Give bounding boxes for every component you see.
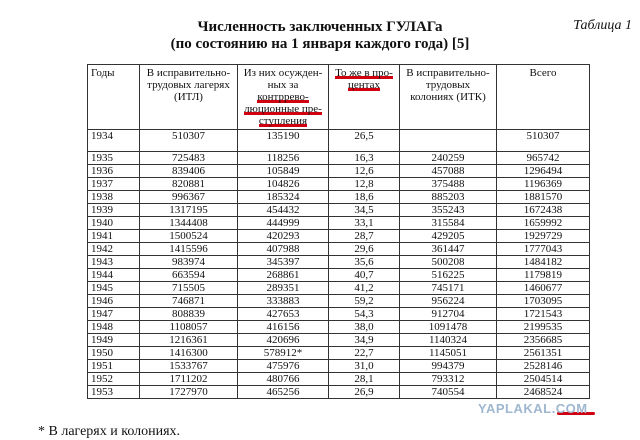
table-cell: 1296494 bbox=[497, 165, 590, 178]
header-row bbox=[88, 65, 590, 130]
table-cell: 1937 bbox=[88, 178, 140, 191]
table-cell: 1721543 bbox=[497, 308, 590, 321]
table-cell: 1938 bbox=[88, 191, 140, 204]
table-cell: 135190 bbox=[238, 130, 329, 152]
table-cell: 740554 bbox=[400, 386, 497, 399]
table-cell: 16,3 bbox=[329, 152, 400, 165]
title-line-1: Численность заключенных ГУЛАГа bbox=[197, 19, 443, 35]
table-cell: 1939 bbox=[88, 204, 140, 217]
table-row bbox=[88, 217, 590, 230]
table-cell: 1946 bbox=[88, 295, 140, 308]
table-row bbox=[88, 130, 590, 152]
table-row bbox=[88, 191, 590, 204]
table-cell: 427653 bbox=[238, 308, 329, 321]
table-row bbox=[88, 386, 590, 399]
table-cell: 1703095 bbox=[497, 295, 590, 308]
footnote: * В лагерях и колониях. bbox=[38, 424, 181, 439]
table-cell: 34,5 bbox=[329, 204, 400, 217]
header-h3-line: То же в про- bbox=[335, 67, 393, 79]
table-cell: 1091478 bbox=[400, 321, 497, 334]
table-cell: 956224 bbox=[400, 295, 497, 308]
table-cell: 1108057 bbox=[140, 321, 238, 334]
table-cell: 375488 bbox=[400, 178, 497, 191]
table-row bbox=[88, 230, 590, 243]
table-cell: 996367 bbox=[140, 191, 238, 204]
table-cell: 1317195 bbox=[140, 204, 238, 217]
header-total: Всего bbox=[497, 65, 590, 130]
table-row bbox=[88, 243, 590, 256]
header-counter-revolutionary bbox=[238, 65, 329, 130]
table-cell: 29,6 bbox=[329, 243, 400, 256]
table-cell: 2528146 bbox=[497, 360, 590, 373]
table-row bbox=[88, 308, 590, 321]
table-cell: 18,6 bbox=[329, 191, 400, 204]
table-cell: 240259 bbox=[400, 152, 497, 165]
table-cell: 118256 bbox=[238, 152, 329, 165]
table-cell: 1727970 bbox=[140, 386, 238, 399]
table-cell: 1940 bbox=[88, 217, 140, 230]
table-cell: 454432 bbox=[238, 204, 329, 217]
table-cell: 1881570 bbox=[497, 191, 590, 204]
table-cell: 185324 bbox=[238, 191, 329, 204]
table-cell: 420696 bbox=[238, 334, 329, 347]
table-cell: 1533767 bbox=[140, 360, 238, 373]
table-row bbox=[88, 256, 590, 269]
table-cell: 26,9 bbox=[329, 386, 400, 399]
table-cell: 1140324 bbox=[400, 334, 497, 347]
table-cell: 1952 bbox=[88, 373, 140, 386]
table-cell: 2468524 bbox=[497, 386, 590, 399]
table-row bbox=[88, 295, 590, 308]
header-h2-line: ступления bbox=[258, 115, 308, 127]
table-cell: 59,2 bbox=[329, 295, 400, 308]
header-h2-line: ных за bbox=[267, 79, 299, 91]
table-cell: 289351 bbox=[238, 282, 329, 295]
table-cell: 1777043 bbox=[497, 243, 590, 256]
table-cell: 268861 bbox=[238, 269, 329, 282]
table-cell: 510307 bbox=[140, 130, 238, 152]
table-cell: 1415596 bbox=[140, 243, 238, 256]
table-row bbox=[88, 360, 590, 373]
table-cell: 745171 bbox=[400, 282, 497, 295]
table-cell: 465256 bbox=[238, 386, 329, 399]
table-row bbox=[88, 321, 590, 334]
table-cell: 1943 bbox=[88, 256, 140, 269]
table-cell: 429205 bbox=[400, 230, 497, 243]
table-cell: 1950 bbox=[88, 347, 140, 360]
table-cell: 2356685 bbox=[497, 334, 590, 347]
table-cell: 12,6 bbox=[329, 165, 400, 178]
table-row bbox=[88, 178, 590, 191]
title-line-2: (по состоянию на 1 января каждого года) [5] bbox=[170, 36, 470, 52]
table-label: Таблица 1 bbox=[573, 18, 632, 33]
table-cell: 1659992 bbox=[497, 217, 590, 230]
table-cell: 1500524 bbox=[140, 230, 238, 243]
table-cell: 1711202 bbox=[140, 373, 238, 386]
table-row bbox=[88, 165, 590, 178]
table-row bbox=[88, 152, 590, 165]
table-cell: 420293 bbox=[238, 230, 329, 243]
header-itl: В исправительно-трудовых лагерях (ИТЛ) bbox=[140, 65, 238, 130]
table-cell: 1944 bbox=[88, 269, 140, 282]
table-cell: 41,2 bbox=[329, 282, 400, 295]
table-cell: 333883 bbox=[238, 295, 329, 308]
table-cell: 1941 bbox=[88, 230, 140, 243]
gulag-table bbox=[87, 64, 590, 399]
table-cell: 28,1 bbox=[329, 373, 400, 386]
table-cell: 28,7 bbox=[329, 230, 400, 243]
table-cell: 444999 bbox=[238, 217, 329, 230]
table-cell: 1484182 bbox=[497, 256, 590, 269]
table-cell: 40,7 bbox=[329, 269, 400, 282]
table-cell: 104826 bbox=[238, 178, 329, 191]
table-cell: 31,0 bbox=[329, 360, 400, 373]
table-cell: 457088 bbox=[400, 165, 497, 178]
table-cell: 1949 bbox=[88, 334, 140, 347]
table-cell: 1145051 bbox=[400, 347, 497, 360]
header-years: Годы bbox=[88, 65, 140, 130]
table-cell: 1951 bbox=[88, 360, 140, 373]
table-cell: 1935 bbox=[88, 152, 140, 165]
table-cell: 663594 bbox=[140, 269, 238, 282]
table-cell: 54,3 bbox=[329, 308, 400, 321]
header-h2-line: Из них осужден- bbox=[243, 67, 323, 79]
table-cell: 578912* bbox=[238, 347, 329, 360]
table-cell: 885203 bbox=[400, 191, 497, 204]
table-row bbox=[88, 282, 590, 295]
table-cell: 1948 bbox=[88, 321, 140, 334]
table-cell: 355243 bbox=[400, 204, 497, 217]
table-cell: 26,5 bbox=[329, 130, 400, 152]
table-cell: 1216361 bbox=[140, 334, 238, 347]
header-itk: В исправительно-трудовых колониях (ИТК) bbox=[400, 65, 497, 130]
table-cell: 1945 bbox=[88, 282, 140, 295]
table-cell: 965742 bbox=[497, 152, 590, 165]
table-cell: 1196369 bbox=[497, 178, 590, 191]
table-cell: 475976 bbox=[238, 360, 329, 373]
table-cell: 22,7 bbox=[329, 347, 400, 360]
table-cell: 516225 bbox=[400, 269, 497, 282]
table-cell: 33,1 bbox=[329, 217, 400, 230]
table-cell: 35,6 bbox=[329, 256, 400, 269]
table-cell: 1416300 bbox=[140, 347, 238, 360]
table-cell: 839406 bbox=[140, 165, 238, 178]
table-cell: 1953 bbox=[88, 386, 140, 399]
table-cell: 2199535 bbox=[497, 321, 590, 334]
table-cell: 715505 bbox=[140, 282, 238, 295]
table-cell bbox=[400, 130, 497, 152]
table-cell: 746871 bbox=[140, 295, 238, 308]
table-cell: 345397 bbox=[238, 256, 329, 269]
table-cell: 994379 bbox=[400, 360, 497, 373]
table-cell: 1929729 bbox=[497, 230, 590, 243]
table-row bbox=[88, 269, 590, 282]
table-cell: 34,9 bbox=[329, 334, 400, 347]
table-cell: 983974 bbox=[140, 256, 238, 269]
header-h2-line: люционные пре- bbox=[244, 103, 322, 115]
table-cell: 510307 bbox=[497, 130, 590, 152]
table-cell: 1947 bbox=[88, 308, 140, 321]
table-cell: 416156 bbox=[238, 321, 329, 334]
table-cell: 912704 bbox=[400, 308, 497, 321]
watermark: YAPLAKAL.COM bbox=[478, 401, 588, 416]
table-cell: 2561351 bbox=[497, 347, 590, 360]
table-cell: 407988 bbox=[238, 243, 329, 256]
table-cell: 1942 bbox=[88, 243, 140, 256]
table-row bbox=[88, 334, 590, 347]
table-cell: 315584 bbox=[400, 217, 497, 230]
table-cell: 1672438 bbox=[497, 204, 590, 217]
table-cell: 1179819 bbox=[497, 269, 590, 282]
table-cell: 1344408 bbox=[140, 217, 238, 230]
table-row bbox=[88, 204, 590, 217]
table-cell: 2504514 bbox=[497, 373, 590, 386]
header-h2-line: контррево- bbox=[257, 91, 309, 103]
table-cell: 725483 bbox=[140, 152, 238, 165]
table-cell: 793312 bbox=[400, 373, 497, 386]
table-cell: 480766 bbox=[238, 373, 329, 386]
table-cell: 361447 bbox=[400, 243, 497, 256]
table-cell: 1936 bbox=[88, 165, 140, 178]
table-cell: 105849 bbox=[238, 165, 329, 178]
table-cell: 38,0 bbox=[329, 321, 400, 334]
table-cell: 500208 bbox=[400, 256, 497, 269]
table-cell: 820881 bbox=[140, 178, 238, 191]
table-cell: 12,8 bbox=[329, 178, 400, 191]
table-cell: 1460677 bbox=[497, 282, 590, 295]
table-row bbox=[88, 373, 590, 386]
header-h3-line: центах bbox=[348, 79, 380, 91]
table-cell: 808839 bbox=[140, 308, 238, 321]
table-cell: 1934 bbox=[88, 130, 140, 152]
header-percent bbox=[329, 65, 400, 130]
table-row bbox=[88, 347, 590, 360]
